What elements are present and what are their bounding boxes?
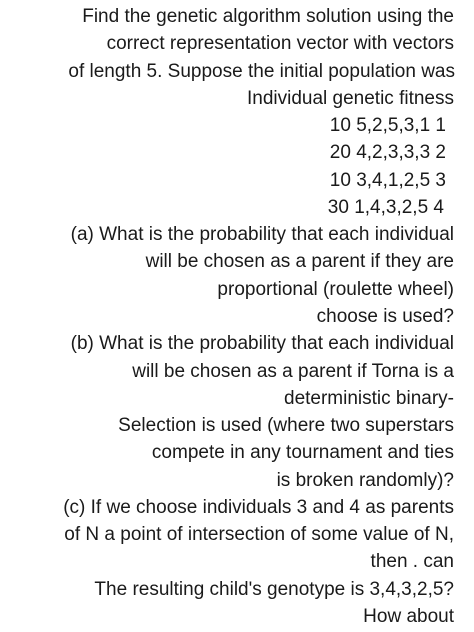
- question-b-line-6: is broken randomly)?: [276, 470, 454, 491]
- question-a-line-4: choose is used?: [316, 306, 454, 327]
- question-c-line-3: then . can: [370, 551, 454, 572]
- question-b-line-5: compete in any tournament and ties: [151, 442, 454, 463]
- question-c-line-2: of N a point of intersection of some value of N,: [64, 524, 454, 545]
- table-row-3: 10 3,4,1,2,5 3: [329, 170, 446, 191]
- text-line-1: Find the genetic algorithm solution using the: [82, 6, 454, 27]
- question-a-line-3: proportional (roulette wheel): [217, 279, 454, 300]
- table-header: Individual genetic fitness: [246, 88, 454, 109]
- question-b-line-3: deterministic binary-: [284, 388, 454, 409]
- table-row-2: 20 4,2,3,3,3 2: [329, 142, 446, 163]
- question-a-line-2: will be chosen as a parent if they are: [145, 251, 454, 272]
- question-a-line-1: (a) What is the probability that each individual: [70, 224, 454, 245]
- question-c-line-4: The resulting child's genotype is 3,4,3,2,5?: [94, 579, 454, 600]
- question-b-line-1: (b) What is the probability that each individual: [70, 333, 454, 354]
- table-row-4: 30 1,4,3,2,5 4: [327, 197, 444, 218]
- question-c-line-1: (c) If we choose individuals 3 and 4 as parents: [63, 497, 454, 518]
- question-b-line-2: will be chosen as a parent if Torna is a: [132, 361, 454, 382]
- text-line-3: of length 5. Suppose the initial population was: [68, 61, 455, 82]
- table-row-1: 10 5,2,5,3,1 1: [329, 115, 446, 136]
- question-b-line-4: Selection is used (where two superstars: [118, 415, 454, 436]
- question-c-line-5: How about: [363, 606, 454, 627]
- text-line-2: correct representation vector with vectors: [106, 33, 454, 54]
